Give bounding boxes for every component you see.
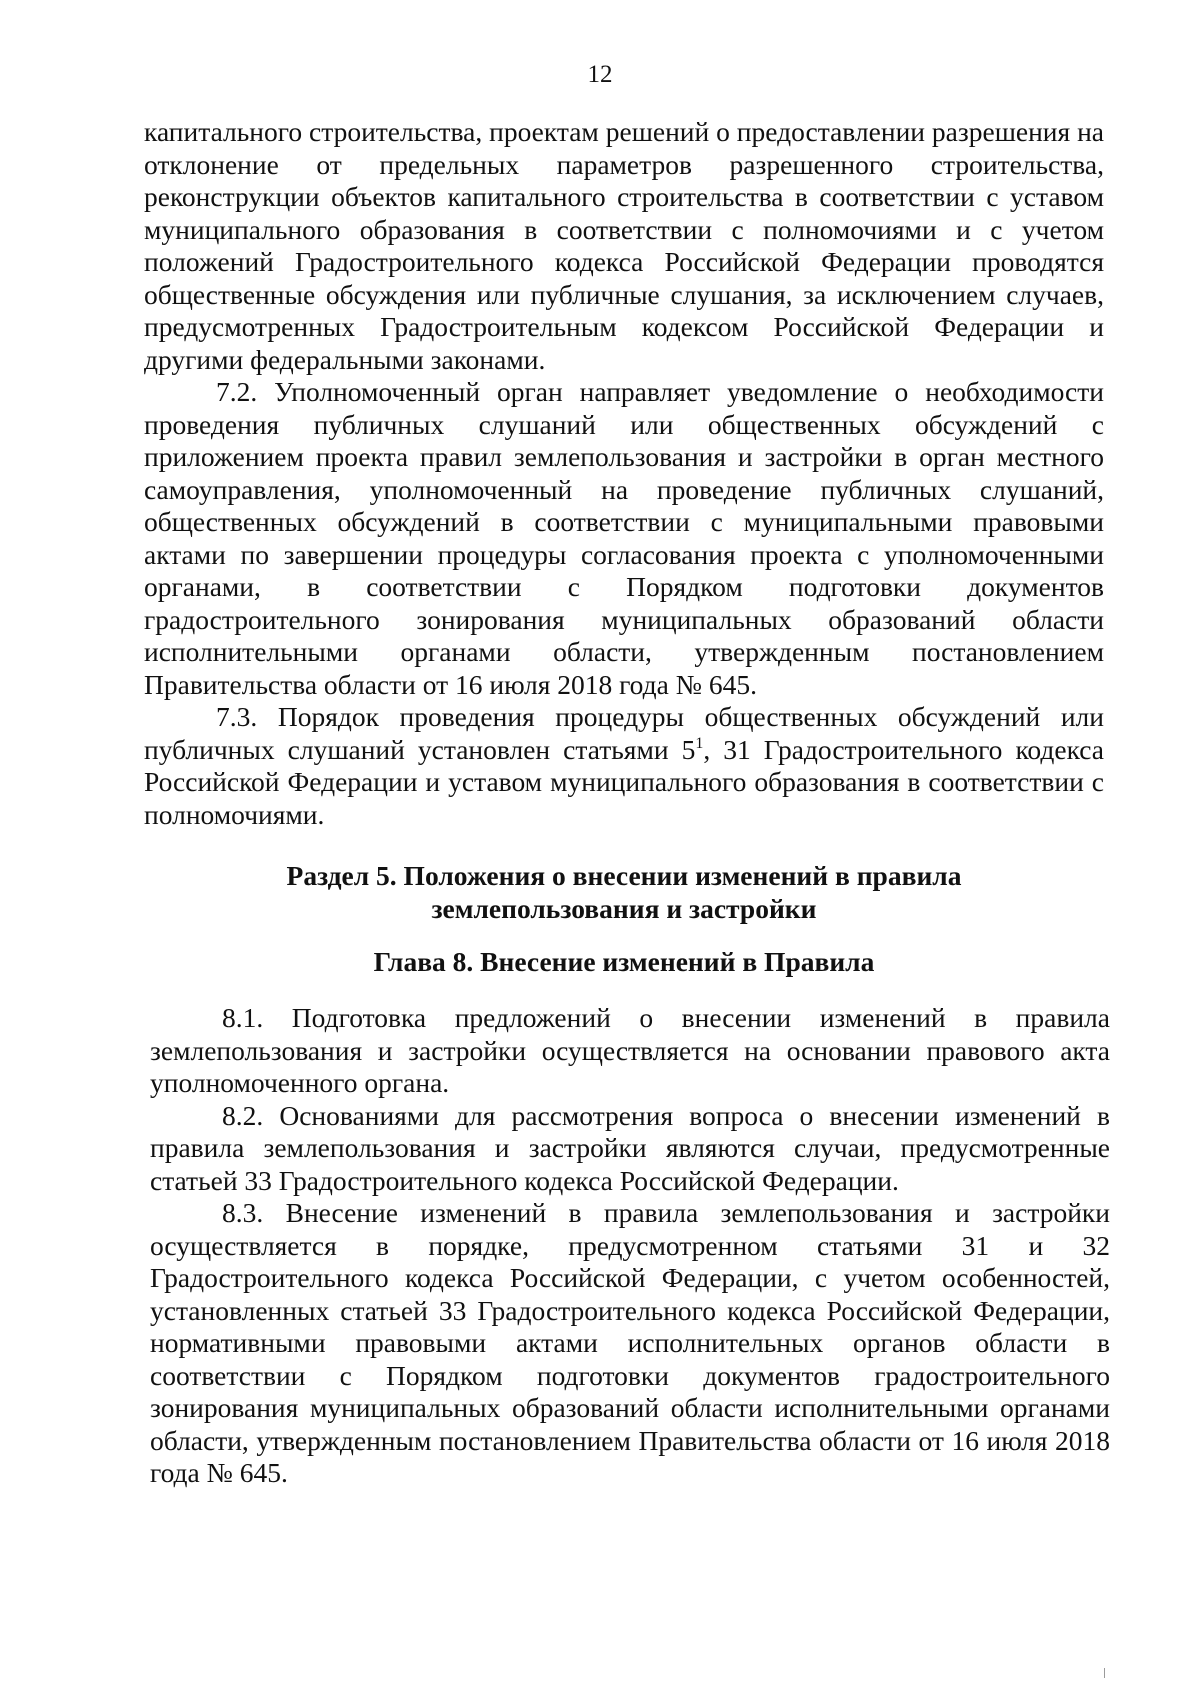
chapter-8-body xyxy=(150,1002,1110,1490)
scan-artifact xyxy=(1104,1668,1105,1678)
paragraph-continuation: капитального строительства, проектам решений о предоставлении разрешения на отклонение от предельных параметров разрешенного строительства, реконструкции объектов капитального строительства в соответствии с уставом муниципального образования в соответствии с полномочиями и с учетом положений Градостроительного кодекса Российской Федерации проводятся общественные обсуждения или публичные слушания, за исключением случаев, предусмотренных Градостроительным кодексом Российской Федерации и другими федеральными законами. xyxy=(144,116,1104,375)
section-heading-line-1: Раздел 5. Положения о внесении изменений в правила xyxy=(286,860,962,891)
paragraph-8-3: 8.3. Внесение изменений в правила землепользования и застройки осуществляется в порядке, предусмотренном статьями 31 и 32 Градостроительного кодекса Российской Федерации, с учетом особенностей, установленных статьей 33 Градостроительного кодекса Российской Федерации, нормативными правовыми актами исполнительных органов области в соответствии с Порядком подготовки документов градостроительного зонирования муниципальных образований области исполнительными органами области, утвержденным постановлением Правительства области от 16 июля 2018 года № 645. xyxy=(150,1197,1110,1488)
paragraph-8-2: 8.2. Основаниями для рассмотрения вопроса о внесении изменений в правила землепользования и застройки являются случаи, предусмотренные статьей 33 Градостроительного кодекса Российской Федерации. xyxy=(150,1099,1110,1196)
paragraph-7-3 xyxy=(144,701,1104,831)
chapter-heading xyxy=(144,946,1104,979)
paragraph-7-2: 7.2. Уполномоченный орган направляет уведомление о необходимости проведения публичных слушаний или общественных обсуждений с приложением проекта правил землепользования и застройки в орган местного самоуправления, уполномоченный на проведение публичных слушаний, общественных обсуждений в соответствии с муниципальными правовыми актами по завершении процедуры согласования проекта с уполномоченными органами, в соответствии с Порядком подготовки документов градостроительного зонирования муниципальных образований области исполнительными органами области, утвержденным постановлением Правительства области от 16 июля 2018 года № 645. xyxy=(144,376,1104,700)
chapter-heading-text: Глава 8. Внесение изменений в Правила xyxy=(373,946,875,977)
section-heading xyxy=(144,860,1104,925)
superscript-index: 1 xyxy=(695,734,704,752)
section-heading-line-2: землепользования и застройки xyxy=(431,892,817,924)
section-4-continuation xyxy=(144,116,1104,831)
paragraph-8-1: 8.1. Подготовка предложений о внесении изменений в правила землепользования и застройки осуществляется на основании правового акта уполномоченного органа. xyxy=(150,1002,1110,1098)
paragraph-7-3-text-end: , 31 Градостроительного кодекса Российской Федерации и уставом муниципального образования в соответствии с полномочиями. xyxy=(144,733,1105,830)
page-number: 12 xyxy=(587,61,613,88)
paragraph-7-3-text-start: 7.3. Порядок проведения процедуры общественных обсуждений или публичных слушаний установлен статьями 5 xyxy=(144,701,1104,765)
